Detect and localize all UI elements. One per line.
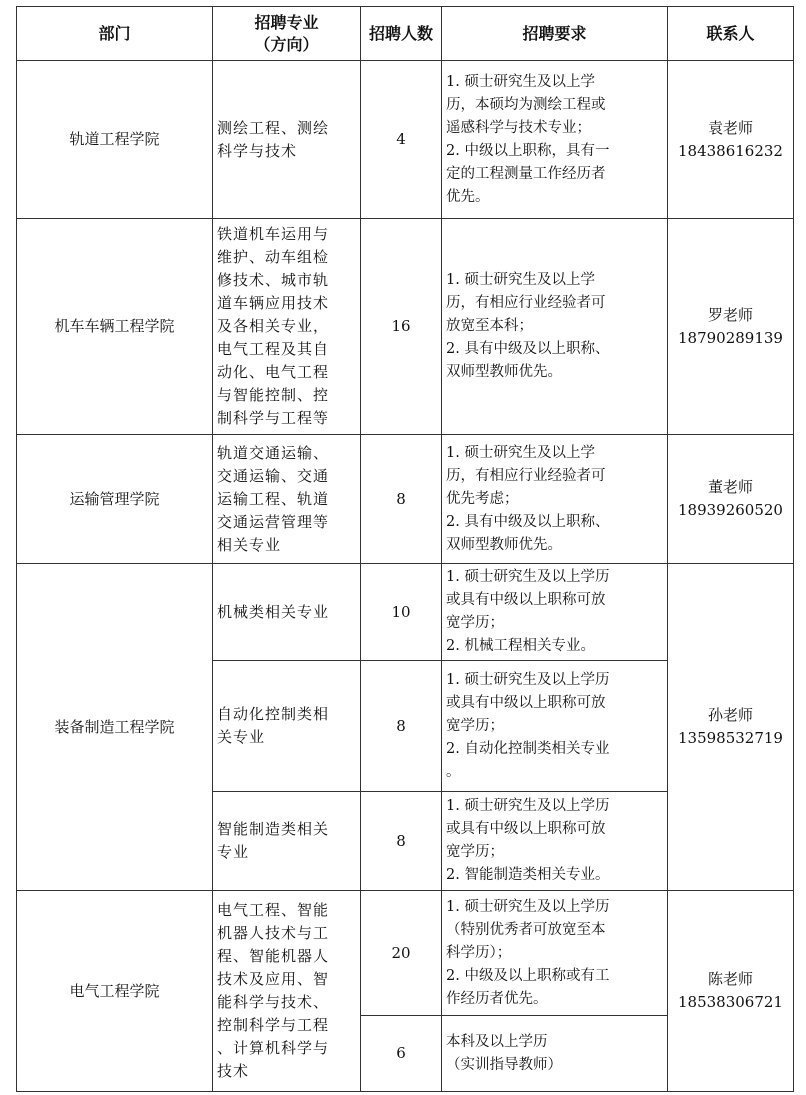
- req-line: 宽学历；: [446, 615, 504, 631]
- contact-name: 袁老师: [707, 118, 753, 137]
- contact-phone: 18939260520: [678, 501, 783, 519]
- req-line: 1. 硕士研究生及以上学历: [446, 671, 610, 688]
- major-line: 与智能控制、控: [217, 386, 330, 404]
- header-major-line-2: （方向）: [254, 34, 319, 54]
- major-cell: [213, 891, 361, 1092]
- major-line: 智能制造类相关: [217, 820, 330, 838]
- major-line: 自动化控制类相: [217, 705, 330, 723]
- req-line: 2. 智能制造类相关专业。: [446, 867, 610, 883]
- header-major: [213, 7, 361, 61]
- major-line: 科学与技术: [217, 141, 298, 160]
- header-req: 招聘要求: [442, 7, 668, 61]
- contact-cell: [668, 219, 794, 435]
- requirement-cell: [442, 792, 668, 891]
- table-row: [17, 435, 794, 564]
- header-dept: 部门: [17, 7, 213, 61]
- req-line: 2. 自动化控制类相关专业: [446, 740, 610, 757]
- req-line: 双师型教师优先。: [446, 536, 562, 553]
- req-line: 2. 中级以上职称，具有一: [446, 142, 610, 159]
- table-row: [17, 61, 794, 219]
- count-cell: 4: [361, 61, 442, 219]
- req-line: （特别优秀者可放宽至本: [446, 921, 606, 938]
- count-cell: 10: [361, 564, 442, 661]
- major-line: 运输工程、轨道: [217, 489, 330, 508]
- req-line: 双师型教师优先。: [446, 364, 562, 380]
- major-line: 技术: [217, 1062, 250, 1080]
- table-row: [17, 219, 794, 435]
- contact-cell: [668, 61, 794, 219]
- count-cell: 8: [361, 435, 442, 564]
- major-cell: [213, 792, 361, 891]
- req-line: 。: [446, 763, 461, 780]
- requirement-cell: [442, 435, 668, 564]
- table-row: [17, 564, 794, 661]
- header-major-line-1: 招聘专业: [254, 12, 319, 32]
- major-line: 机器人技术与工: [217, 924, 330, 942]
- requirement-cell: [442, 1016, 668, 1092]
- contact-name: 罗老师: [707, 305, 753, 324]
- major-line: 能科学与技术、: [217, 993, 330, 1011]
- requirement-cell: [442, 219, 668, 435]
- count-cell: 8: [361, 661, 442, 792]
- req-line: 历，有相应行业经验者可: [446, 295, 606, 311]
- major-line: 制科学与工程等: [217, 409, 330, 427]
- major-line: 测绘工程、测绘: [217, 118, 330, 137]
- dept-cell: 运输管理学院: [17, 435, 213, 564]
- header-contact: 联系人: [668, 7, 794, 61]
- major-line: 机械类相关专业: [217, 602, 330, 621]
- contact-name: 陈老师: [707, 970, 753, 988]
- major-line: 相关专业: [217, 535, 282, 554]
- major-line: 控制科学与工程: [217, 1016, 330, 1034]
- dept-cell: 电气工程学院: [17, 891, 213, 1092]
- req-line: 2. 机械工程相关专业。: [446, 638, 595, 654]
- requirement-cell: [442, 61, 668, 219]
- header-row: [17, 7, 794, 61]
- major-line: 交通运营管理等: [217, 512, 330, 531]
- major-cell: [213, 435, 361, 564]
- req-line: 1. 硕士研究生及以上学历: [446, 798, 610, 814]
- major-line: 专业: [217, 843, 250, 861]
- major-line: 及各相关专业，: [217, 317, 330, 335]
- count-cell: 6: [361, 1016, 442, 1092]
- contact-phone: 13598532719: [678, 729, 783, 747]
- req-line: 1. 硕士研究生及以上学历: [446, 898, 610, 915]
- contact-name: 董老师: [707, 478, 753, 496]
- major-cell: [213, 661, 361, 792]
- major-line: 技术及应用、智: [217, 970, 330, 988]
- header-count: 招聘人数: [361, 7, 442, 61]
- contact-phone: 18790289139: [678, 328, 783, 347]
- major-line: 修技术、城市轨: [217, 271, 330, 289]
- major-cell: [213, 219, 361, 435]
- recruitment-table: [16, 6, 794, 1092]
- req-line: 历，本硕均为测绘工程或: [446, 96, 606, 113]
- req-line: 或具有中级以上职称可放: [446, 821, 606, 837]
- count-cell: 8: [361, 792, 442, 891]
- req-line: 或具有中级以上职称可放: [446, 592, 606, 608]
- req-line: 宽学历；: [446, 717, 504, 734]
- dept-cell: 装备制造工程学院: [17, 564, 213, 891]
- req-line: 优先。: [446, 188, 490, 205]
- table-row: [17, 891, 794, 1016]
- major-line: 维护、动车组检: [217, 248, 330, 266]
- req-line: 科学历）；: [446, 944, 512, 961]
- req-line: 遥感科学与技术专业；: [446, 119, 591, 136]
- count-cell: 20: [361, 891, 442, 1016]
- req-line: 定的工程测量工作经历者: [446, 165, 606, 182]
- major-cell: [213, 61, 361, 219]
- major-line: 轨道交通运输、: [217, 443, 330, 462]
- req-line: 放宽至本科；: [446, 318, 533, 334]
- req-line: 1. 硕士研究生及以上学: [446, 444, 595, 461]
- dept-cell: 机车车辆工程学院: [17, 219, 213, 435]
- major-cell: [213, 564, 361, 661]
- req-line: 1. 硕士研究生及以上学历: [446, 569, 610, 585]
- major-line: 、计算机科学与: [217, 1039, 330, 1057]
- major-line: 道车辆应用技术: [217, 294, 330, 312]
- major-line: 铁道机车运用与: [217, 225, 330, 243]
- req-line: 本科及以上学历: [446, 1033, 548, 1050]
- major-line: 关专业: [217, 728, 266, 746]
- req-line: 1. 硕士研究生及以上学: [446, 73, 595, 90]
- major-line: 电气工程、智能: [217, 901, 330, 919]
- req-line: 宽学历；: [446, 844, 504, 860]
- contact-phone: 18538306721: [678, 993, 783, 1011]
- req-line: 历，有相应行业经验者可: [446, 467, 606, 484]
- req-line: 或具有中级以上职称可放: [446, 694, 606, 711]
- count-cell: 16: [361, 219, 442, 435]
- contact-name: 孙老师: [707, 706, 753, 724]
- contact-cell: [668, 891, 794, 1092]
- contact-cell: [668, 435, 794, 564]
- major-line: 动化、电气工程: [217, 363, 330, 381]
- dept-cell: 轨道工程学院: [17, 61, 213, 219]
- major-line: 程、智能机器人: [217, 947, 330, 965]
- req-line: 2. 中级及以上职称或有工: [446, 967, 610, 984]
- major-line: 交通运输、交通: [217, 466, 330, 485]
- requirement-cell: [442, 661, 668, 792]
- req-line: 2. 具有中级及以上职称、: [446, 341, 610, 357]
- major-line: 电气工程及其自: [217, 340, 330, 358]
- req-line: 作经历者优先。: [446, 990, 548, 1007]
- req-line: 2. 具有中级及以上职称、: [446, 513, 610, 530]
- req-line: 1. 硕士研究生及以上学: [446, 272, 595, 288]
- contact-phone: 18438616232: [678, 141, 783, 160]
- contact-cell: [668, 564, 794, 891]
- requirement-cell: [442, 564, 668, 661]
- requirement-cell: [442, 891, 668, 1016]
- req-line: （实训指导教师）: [446, 1056, 562, 1073]
- req-line: 优先考虑；: [446, 490, 519, 507]
